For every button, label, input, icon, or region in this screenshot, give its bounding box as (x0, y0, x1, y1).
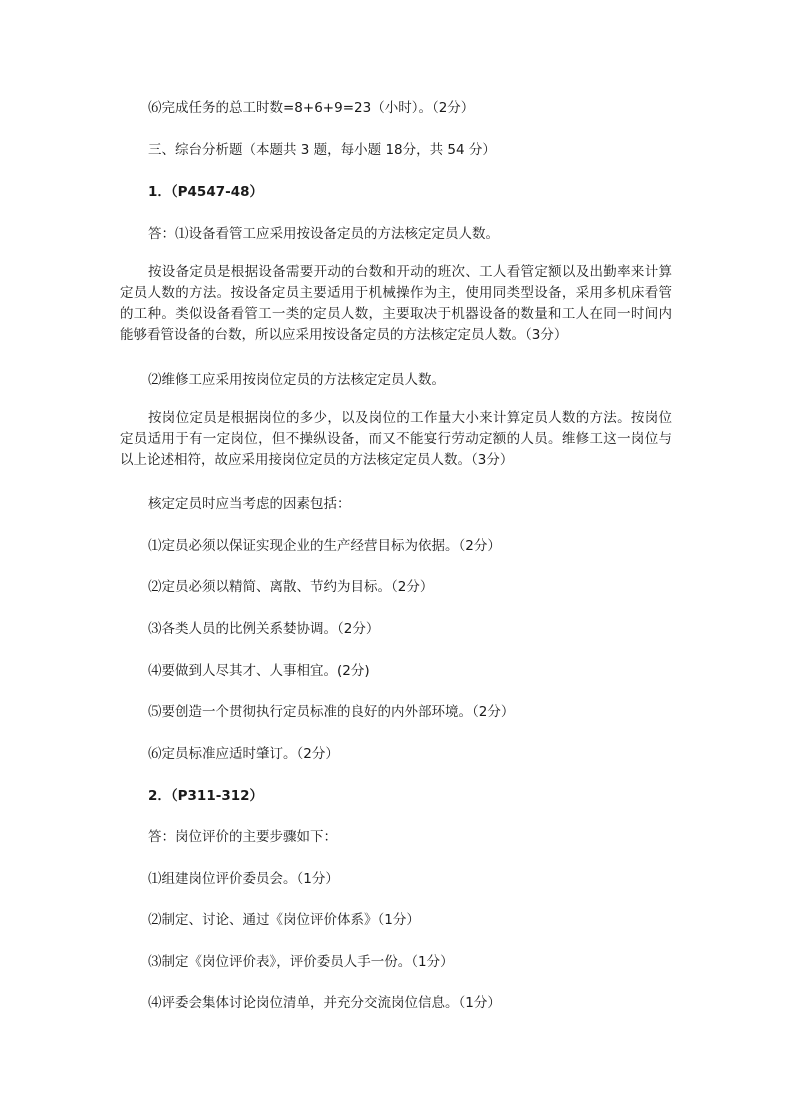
question-2-answer-intro: 答：岗位评价的主要步骤如下： (148, 829, 337, 845)
paragraph-post-staffing: 按岗位定员是根据岗位的多少，以及岗位的工作量大小来计算定员人数的方法。按岗位定员适用于有一定岗位，但不操纵设备，而又不能宴行劳动定额的人员。维修工这一岗位与以上论述相符，故应采用接岗位定员的方法核定定员人数。（3分） (120, 410, 672, 468)
step-item: ⑶制定《岗位评价表》，评价委员人手一份。（1分） (148, 954, 454, 970)
factor-item: ⑷要做到人尽其才、人事相宜。(2分) (148, 663, 370, 679)
factors-intro: 核定定员时应当考虑的因素包括： (148, 496, 351, 512)
question-1-answer-1: 答：⑴设备看管工应采用按设备定员的方法核定定员人数。 (148, 226, 499, 242)
factor-item: ⑶各类人员的比例关系婪协调。（2分） (148, 621, 380, 637)
section-heading: 三、综台分析题（本题共 3 题，每小题 18分，共 54 分） (148, 142, 496, 158)
paragraph-equipment-staffing: 按设备定员是根据设备需要开动的台数和开动的班次、工人看管定额以及出勤率来计算定员人数的方法。按设备定员主要适用于机械操作为主，使用同类型设备，采用多机床看管的工种。类似设备看管工一类的定员人数，主要取决于机器设备的数量和工人在同一时间内能够看管设备的台数，所以应采用按设备定员的方法核定定员人数。（3分） (120, 264, 672, 343)
factor-item: ⑸要创造一个贯彻执行定员标准的良好的内外部环境。（2分） (148, 704, 515, 720)
factor-item: ⑹定员标准应适时肇订。（2分） (148, 746, 339, 762)
step-item: ⑵制定、讨论、通过《岗位评价体系》（1分） (148, 912, 420, 928)
question-2-title: 2．（P311-312） (148, 788, 264, 804)
factor-item: ⑴定员必须以保证实现企业的生产经营目标为依据。（2分） (148, 538, 501, 554)
step-item: ⑴组建岗位评价委员会。（1分） (148, 871, 339, 887)
factor-item: ⑵定员必须以精简、离散、节约为目标。（2分） (148, 579, 434, 595)
question-1-title: 1．（P4547-48） (148, 184, 264, 200)
step-item: ⑷评委会集体讨论岗位清单，并充分交流岗位信息。（1分） (148, 995, 501, 1011)
question-1-answer-2: ⑵维修工应采用按岗位定员的方法核定定员人数。 (148, 372, 445, 388)
answer-line-total-hours: ⑹完成任务的总工时数=8+6+9=23（小时）。（2分） (148, 100, 475, 116)
